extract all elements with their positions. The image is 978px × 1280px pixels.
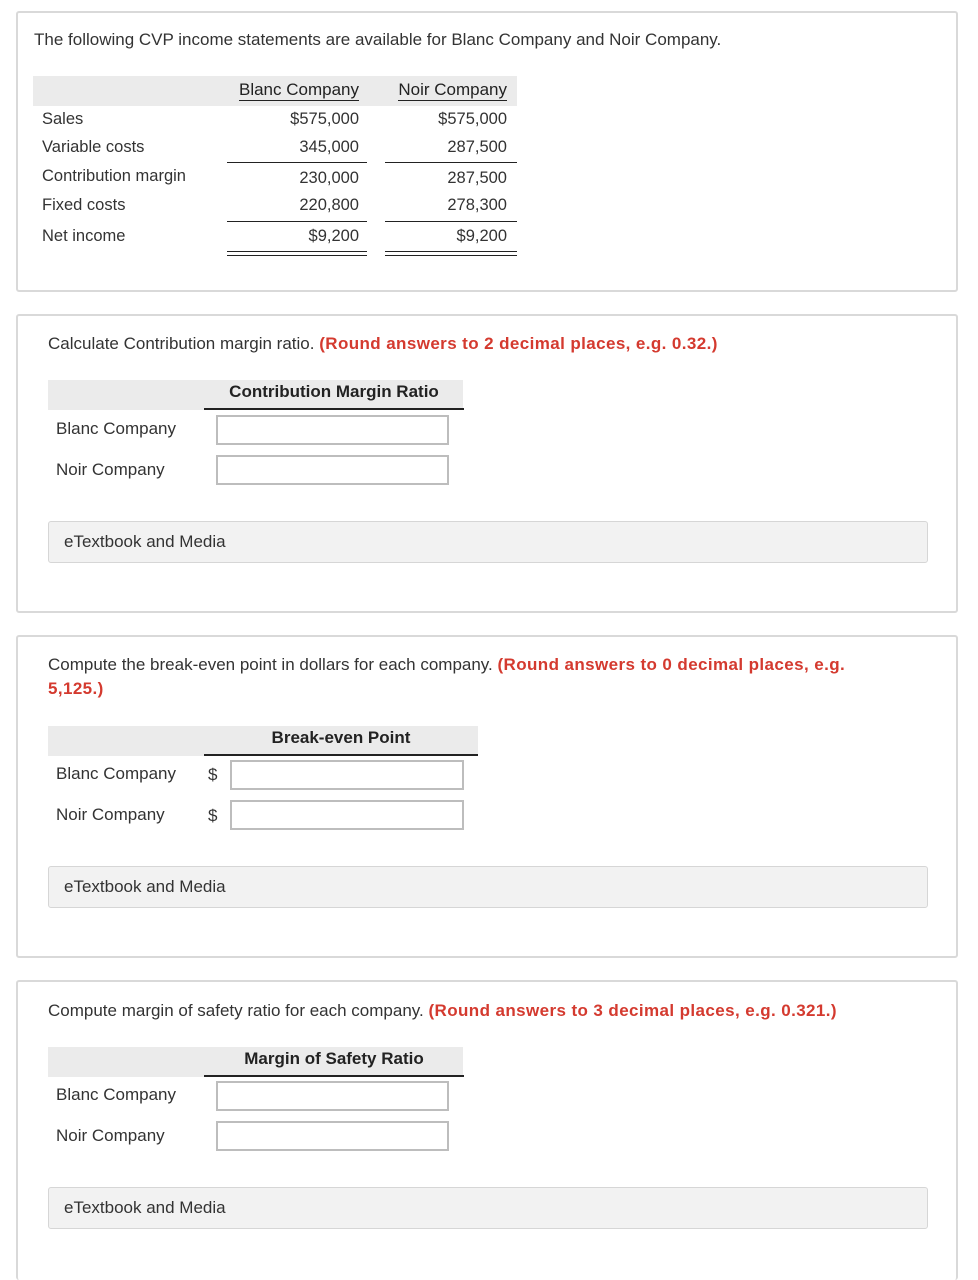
cell-blanc-fixed-costs: 220,800 — [299, 196, 359, 214]
prompt-text: Calculate Contribution margin ratio. — [48, 334, 315, 353]
cell-noir-variable-costs: 287,500 — [447, 138, 507, 156]
cell-noir-fixed-costs: 278,300 — [447, 196, 507, 214]
question-prompt — [48, 332, 718, 356]
noir-break-even-input[interactable] — [230, 800, 464, 830]
cell-noir-contribution-margin: 287,500 — [447, 169, 507, 187]
cell-blanc-contribution-margin: 230,000 — [299, 169, 359, 187]
rounding-hint: (Round answers to 3 decimal places, e.g. 0.321.) — [428, 1001, 837, 1020]
rounding-hint-line2: 5,125.) — [48, 679, 104, 698]
row-label-noir: Noir Company — [56, 1126, 165, 1145]
cell-noir-sales: $575,000 — [438, 110, 507, 128]
prompt-text: Compute the break-even point in dollars for each company. — [48, 655, 493, 674]
row-label-noir: Noir Company — [56, 805, 165, 824]
currency-symbol: $ — [208, 765, 218, 784]
rounding-hint: (Round answers to 2 decimal places, e.g. 0.32.) — [319, 334, 718, 353]
row-label-blanc: Blanc Company — [56, 764, 177, 783]
total-double-rule-noir — [385, 251, 517, 256]
row-label-fixed-costs: Fixed costs — [42, 196, 126, 214]
question-margin-of-safety-ratio — [16, 980, 958, 1280]
row-label-sales: Sales — [42, 110, 84, 128]
row-label-blanc: Blanc Company — [56, 1085, 177, 1104]
problem-statement-panel — [16, 11, 958, 292]
row-label-noir: Noir Company — [56, 460, 165, 479]
cell-blanc-net-income: $9,200 — [308, 227, 359, 245]
row-label-contribution-margin: Contribution margin — [42, 167, 186, 185]
subtotal-rule-blanc — [227, 162, 367, 163]
question-prompt — [48, 653, 928, 701]
etextbook-media-button[interactable]: eTextbook and Media — [48, 521, 928, 563]
noir-mos-ratio-input[interactable] — [216, 1121, 449, 1151]
cell-noir-net-income: $9,200 — [456, 227, 507, 245]
row-label-variable-costs: Variable costs — [42, 138, 145, 156]
subtotal-rule-blanc-2 — [227, 221, 367, 222]
row-label-net-income: Net income — [42, 227, 126, 245]
answer-column-header: Break-even Point — [204, 728, 478, 756]
blanc-mos-ratio-input[interactable] — [216, 1081, 449, 1111]
cell-blanc-sales: $575,000 — [290, 110, 359, 128]
question-break-even-point — [16, 635, 958, 958]
question-contribution-margin-ratio — [16, 314, 958, 613]
column-header-blanc: Blanc Company — [238, 80, 359, 99]
question-prompt — [48, 999, 837, 1023]
rounding-hint-line1: (Round answers to 0 decimal places, e.g. — [497, 655, 846, 674]
total-double-rule-blanc — [227, 251, 367, 256]
answer-column-header: Contribution Margin Ratio — [204, 382, 464, 410]
row-label-blanc: Blanc Company — [56, 419, 177, 438]
subtotal-rule-noir-2 — [385, 221, 517, 222]
answer-column-header: Margin of Safety Ratio — [204, 1049, 464, 1077]
subtotal-rule-noir — [385, 162, 517, 163]
prompt-text: Compute margin of safety ratio for each company. — [48, 1001, 424, 1020]
intro-text: The following CVP income statements are available for Blanc Company and Noir Company. — [34, 30, 722, 49]
cell-blanc-variable-costs: 345,000 — [299, 138, 359, 156]
currency-symbol: $ — [208, 806, 218, 825]
column-header-noir: Noir Company — [398, 80, 507, 99]
etextbook-media-button[interactable]: eTextbook and Media — [48, 866, 928, 908]
noir-cm-ratio-input[interactable] — [216, 455, 449, 485]
etextbook-media-button[interactable]: eTextbook and Media — [48, 1187, 928, 1229]
blanc-break-even-input[interactable] — [230, 760, 464, 790]
blanc-cm-ratio-input[interactable] — [216, 415, 449, 445]
